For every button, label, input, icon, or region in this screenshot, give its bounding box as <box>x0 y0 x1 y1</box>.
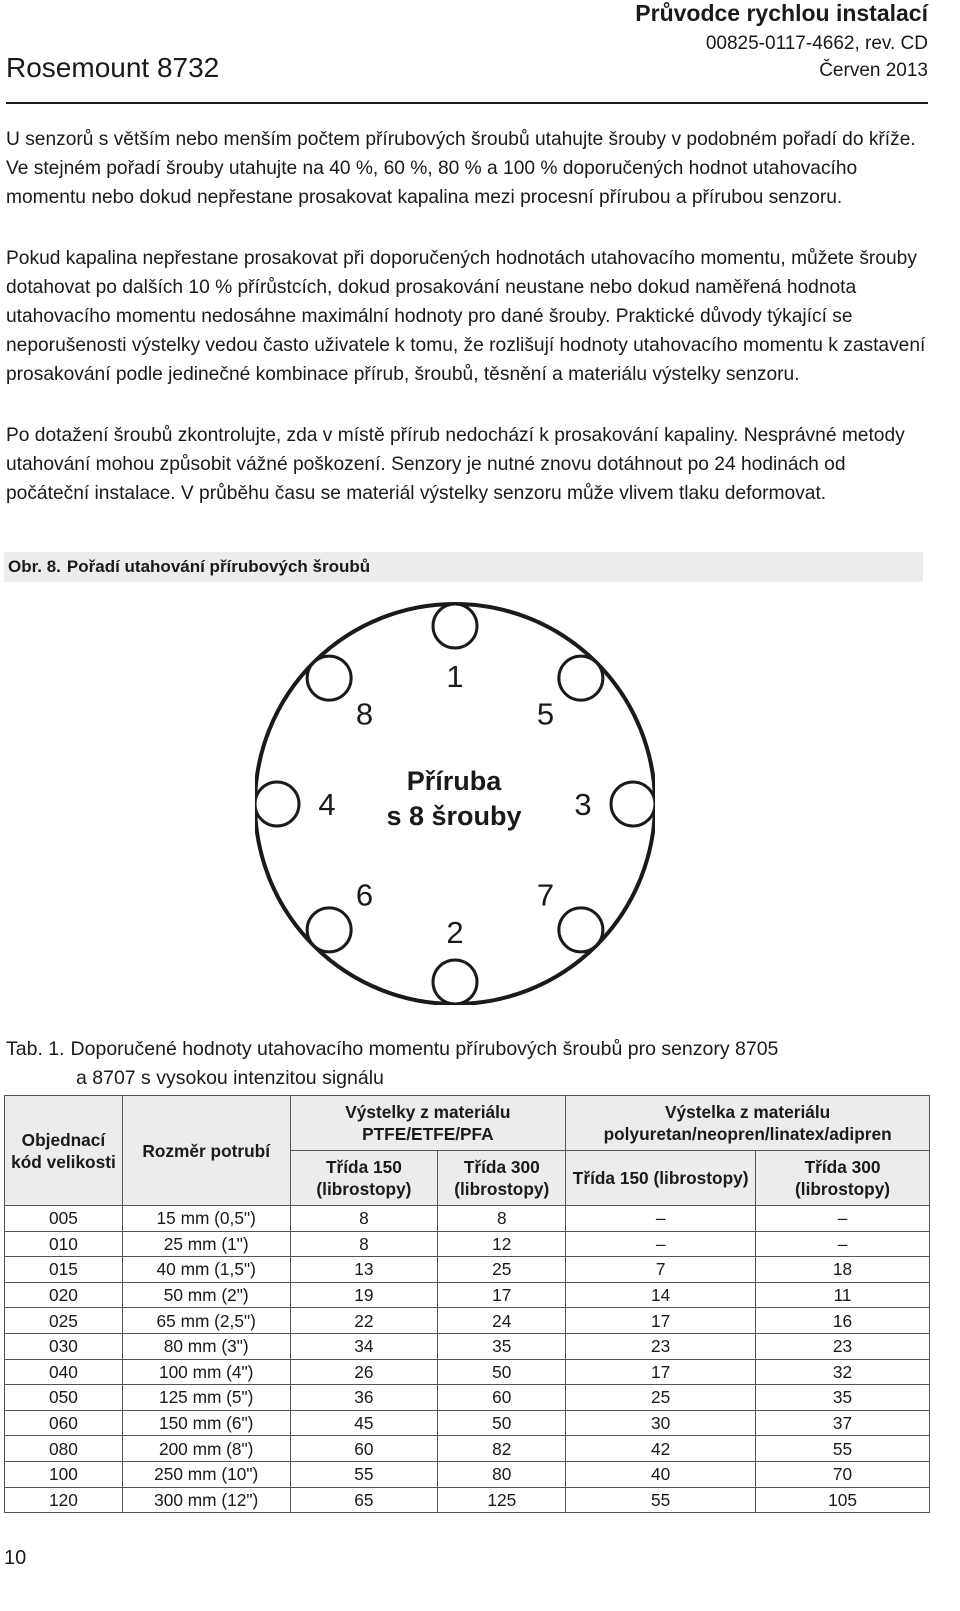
table-caption <box>6 1035 931 1093</box>
bolt-number-4: 4 <box>318 787 336 822</box>
table-cell: 12 <box>438 1231 566 1257</box>
table-cell: 55 <box>756 1436 930 1462</box>
table-cell: – <box>566 1231 756 1257</box>
table-cell: – <box>566 1206 756 1232</box>
table-cell: 35 <box>756 1385 930 1411</box>
table-cell: 15 mm (0,5") <box>122 1206 290 1232</box>
table-cell: 55 <box>290 1461 438 1487</box>
table-cell: 45 <box>290 1410 438 1436</box>
header-ptfe-class-300: Třída 300 (librostopy) <box>438 1151 566 1206</box>
table-cell: 14 <box>566 1282 756 1308</box>
table-label: Tab. 1. <box>6 1038 65 1060</box>
table-cell: 050 <box>5 1385 123 1411</box>
table-cell: 65 mm (2,5") <box>122 1308 290 1334</box>
header-rule <box>6 102 928 104</box>
header-poly-class-300: Třída 300 (librostopy) <box>756 1151 930 1206</box>
table-cell: 19 <box>290 1282 438 1308</box>
bolt-hole-4 <box>255 782 299 826</box>
header-ptfe-liners: Výstelky z materiálu PTFE/ETFE/PFA <box>290 1096 566 1151</box>
table-cell: 80 <box>438 1461 566 1487</box>
torque-table <box>4 1095 930 1513</box>
document-date: Červen 2013 <box>819 60 928 81</box>
table-row <box>5 1257 930 1283</box>
table-row <box>5 1487 930 1513</box>
flange-label-line1: Příruba <box>406 766 502 796</box>
table-cell: 030 <box>5 1333 123 1359</box>
table-cell: – <box>756 1206 930 1232</box>
bolt-number-6: 6 <box>355 877 374 913</box>
bolt-hole-6 <box>307 908 351 952</box>
flange-bolt-diagram <box>255 600 655 1010</box>
table-cell: – <box>756 1231 930 1257</box>
table-cell: 24 <box>438 1308 566 1334</box>
table-cell: 025 <box>5 1308 123 1334</box>
table-row <box>5 1385 930 1411</box>
table-cell: 300 mm (12") <box>122 1487 290 1513</box>
table-cell: 60 <box>290 1436 438 1462</box>
table-row <box>5 1231 930 1257</box>
table-cell: 125 <box>438 1487 566 1513</box>
table-cell: 7 <box>566 1257 756 1283</box>
figure-label: Obr. 8. <box>8 557 61 576</box>
table-cell: 23 <box>566 1333 756 1359</box>
table-cell: 25 mm (1") <box>122 1231 290 1257</box>
bolt-hole-2 <box>433 960 477 1004</box>
table-cell: 60 <box>438 1385 566 1411</box>
table-cell: 50 mm (2") <box>122 1282 290 1308</box>
bolt-number-8: 8 <box>355 696 374 732</box>
table-cell: 040 <box>5 1359 123 1385</box>
document-title: Průvodce rychlou instalací <box>635 0 928 26</box>
table-caption-line2: a 8707 s vysokou intenzitou signálu <box>76 1067 384 1089</box>
table-cell: 020 <box>5 1282 123 1308</box>
bolt-number-5: 5 <box>536 696 555 732</box>
table-cell: 010 <box>5 1231 123 1257</box>
bolt-hole-5 <box>559 656 603 700</box>
bolt-number-3: 3 <box>574 787 592 822</box>
bolt-hole-1 <box>433 604 477 648</box>
table-cell: 100 <box>5 1461 123 1487</box>
table-cell: 50 <box>438 1359 566 1385</box>
table-cell: 32 <box>756 1359 930 1385</box>
header-pipe-size: Rozměr potrubí <box>122 1096 290 1206</box>
header-size-code: Objednací kód velikosti <box>5 1096 123 1206</box>
table-cell: 16 <box>756 1308 930 1334</box>
table-cell: 005 <box>5 1206 123 1232</box>
table-cell: 13 <box>290 1257 438 1283</box>
table-cell: 37 <box>756 1410 930 1436</box>
table-cell: 105 <box>756 1487 930 1513</box>
table-cell: 25 <box>438 1257 566 1283</box>
table-cell: 35 <box>438 1333 566 1359</box>
product-name: Rosemount 8732 <box>6 52 220 83</box>
table-cell: 200 mm (8") <box>122 1436 290 1462</box>
paragraph-text: Po dotažení šroubů zkontrolujte, zda v místě přírub nedochází k prosakování kapaliny. Nesprávné metody utahování mohou způsobit vážné poškození. Senzory je nutné znovu dotáhnout po 24 hodinách od počáteční instalace. V průběhu času se materiál výstelky senzoru může vlivem tlaku deformovat. <box>6 425 905 504</box>
table-cell: 30 <box>566 1410 756 1436</box>
table-cell: 250 mm (10") <box>122 1461 290 1487</box>
table-cell: 150 mm (6") <box>122 1410 290 1436</box>
torque-table-body <box>5 1206 930 1513</box>
table-cell: 82 <box>438 1436 566 1462</box>
flange-label-line2: s 8 šrouby <box>386 801 522 831</box>
paragraph-text: Pokud kapalina nepřestane prosakovat při doporučených hodnotách utahovacího momentu, můžete šrouby dotahovat po dalších 10 % přírůstcích, dokud prosakování neustane nebo dokud naměřená hodnota utahovacího momentu nedosáhne maximální hodnoty pro dané šrouby. Praktické důvody týkající se neporušenosti výstelky vedou často uživatele k tomu, že rozlišují hodnoty utahovacího momentu k zastavení prosakování podle jedinečné kombinace přírub, šroubů, těsnění a materiálu výstelky senzoru. <box>6 248 926 385</box>
table-cell: 8 <box>290 1231 438 1257</box>
table-cell: 22 <box>290 1308 438 1334</box>
table-row <box>5 1206 930 1232</box>
table-cell: 080 <box>5 1436 123 1462</box>
table-cell: 25 <box>566 1385 756 1411</box>
bolt-number-1: 1 <box>446 659 464 694</box>
table-row <box>5 1308 930 1334</box>
bolt-number-2: 2 <box>446 915 464 950</box>
table-row <box>5 1410 930 1436</box>
table-row <box>5 1333 930 1359</box>
paragraph-retighten <box>6 421 931 508</box>
table-cell: 015 <box>5 1257 123 1283</box>
paragraph-bolt-order <box>6 125 931 212</box>
table-cell: 65 <box>290 1487 438 1513</box>
table-cell: 34 <box>290 1333 438 1359</box>
table-cell: 50 <box>438 1410 566 1436</box>
table-cell: 17 <box>566 1308 756 1334</box>
table-cell: 11 <box>756 1282 930 1308</box>
table-row <box>5 1282 930 1308</box>
table-caption-line1: Doporučené hodnoty utahovacího momentu přírubových šroubů pro senzory 8705 <box>70 1038 779 1060</box>
table-cell: 100 mm (4") <box>122 1359 290 1385</box>
table-cell: 80 mm (3") <box>122 1333 290 1359</box>
bolt-number-7: 7 <box>536 877 555 913</box>
table-cell: 23 <box>756 1333 930 1359</box>
figure-title: Pořadí utahování přírubových šroubů <box>66 557 371 576</box>
header-poly-class-150: Třída 150 (librostopy) <box>566 1151 756 1206</box>
paragraph-text: U senzorů s větším nebo menším počtem přírubových šroubů utahujte šrouby v podobném pořadí do kříže. Ve stejném pořadí šrouby utahujte na 40 %, 60 %, 80 % a 100 % doporučených hodnot utahovacího momentu nebo dokud nepřestane prosakovat kapalina mezi procesní přírubou a přírubou senzoru. <box>6 129 916 208</box>
table-cell: 8 <box>438 1206 566 1232</box>
table-row <box>5 1461 930 1487</box>
table-cell: 40 <box>566 1461 756 1487</box>
table-cell: 060 <box>5 1410 123 1436</box>
flange-diagram-svg <box>255 600 655 1005</box>
table-cell: 17 <box>566 1359 756 1385</box>
table-cell: 120 <box>5 1487 123 1513</box>
header-ptfe-class-150: Třída 150 (librostopy) <box>290 1151 438 1206</box>
table-cell: 8 <box>290 1206 438 1232</box>
table-cell: 125 mm (5") <box>122 1385 290 1411</box>
bolt-hole-7 <box>559 908 603 952</box>
table-cell: 18 <box>756 1257 930 1283</box>
table-cell: 70 <box>756 1461 930 1487</box>
page-number: 10 <box>4 1547 27 1569</box>
table-cell: 55 <box>566 1487 756 1513</box>
table-cell: 42 <box>566 1436 756 1462</box>
header-polyurethane-liners: Výstelka z materiálu polyuretan/neopren/linatex/adipren <box>566 1096 930 1151</box>
bolt-hole-3 <box>611 782 655 826</box>
table-cell: 36 <box>290 1385 438 1411</box>
table-cell: 40 mm (1,5") <box>122 1257 290 1283</box>
table-row <box>5 1359 930 1385</box>
paragraph-leak-torque <box>6 244 931 389</box>
table-cell: 17 <box>438 1282 566 1308</box>
table-row <box>5 1436 930 1462</box>
table-cell: 26 <box>290 1359 438 1385</box>
document-number: 00825-0117-4662, rev. CD <box>705 33 928 54</box>
bolt-hole-8 <box>307 656 351 700</box>
figure-caption <box>4 552 923 582</box>
